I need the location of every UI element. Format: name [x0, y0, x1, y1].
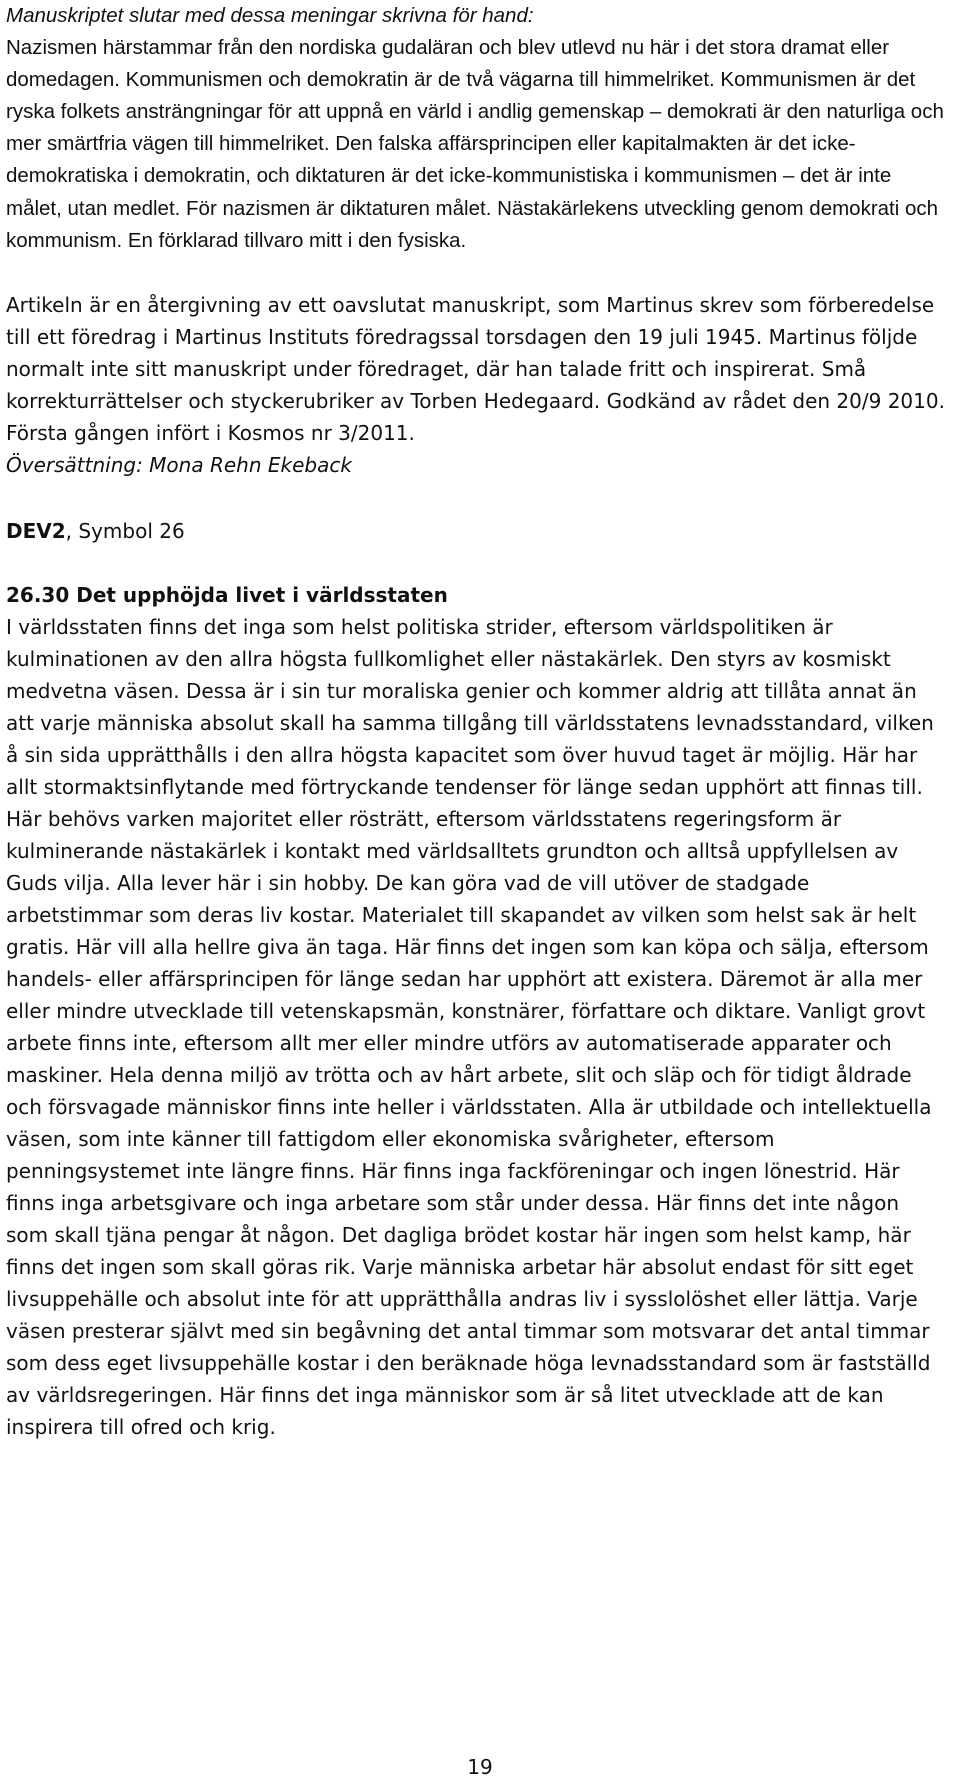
symbol-reference: [6, 515, 946, 547]
manuscript-text: Nazismen härstammar från den nordiska gudaläran och blev utlevd nu här i det stora dramat eller domedagen. Kommunismen och demokratin är de två vägarna till himmelriket. Kommunismen är det ryska folkets ansträngningar för att uppnå en värld i andlig gemenskap – demokrati är den naturliga och mer smärtfria vägen till himmelriket. Den falska affärsprincipen eller kapitalmakten är det icke-demokratiska i demokratin, och diktaturen är det icke-kommunistiska i kommunismen – det är inte målet, utan medlet. För nazismen är diktaturen målet. Nästakärlekens utveckling genom demokrati och kommunism. En förklarad tillvaro mitt i den fysiska.: [6, 36, 944, 252]
section-number: 26.30: [6, 582, 70, 607]
document-page: [6, 0, 946, 1443]
article-section: [6, 289, 946, 1443]
manuscript-intro: Manuskriptet slutar med dessa meningar skrivna för hand:: [6, 4, 534, 27]
section-body: I världsstaten finns det inga som helst politiska strider, eftersom världspolitiken är kulminationen av den allra högsta fullkomlighet eller nästakärlek. Den styrs av kosmiskt medvetna väsen. Dessa är i sin tur moraliska genier och kommer aldrig att tillåta annat än att varje människa absolut skall ha samma tillgång till världsstatens levnadsstandard, vilken å sin sida upprätthålls i den allra högsta kapacitet som över huvud taget är möjlig. Här har allt stormaktsinflytande med förtryckande tendenser för länge sedan upphört att finnas till. Här behövs varken majoritet eller rösträtt, eftersom världsstatens regeringsform är kulminerande nästakärlek i kontakt med världsalltets grundton och alltså uppfyllelsen av Guds vilja. Alla lever här i sin hobby. De kan göra vad de vill utöver de stadgade arbetstimmar som deras liv kostar. Materialet till skapandet av vilken som helst sak är helt gratis. Här vill alla hellre giva än taga. Här finns det ingen som kan köpa och sälja, eftersom handels- eller affärsprincipen för länge sedan har upphört att existera. Däremot är alla mer eller mindre utvecklade till vetenskapsmän, konstnärer, författare och diktare. Vanligt grovt arbete finns inte, eftersom allt mer eller mindre utförs av automatiserade apparater och maskiner. Hela denna miljö av trötta och av hårt arbete, slit och släp och för tidigt åldrade och försvagade människor finns inte heller i världsstaten. Alla är utbildade och intellektuella väsen, som inte känner till fattigdom eller ekonomiska svårigheter, eftersom penningsystemet inte längre finns. Här finns inga fackföreningar och ingen lönestrid. Här finns inga arbetsgivare och inga arbetare som står under dessa. Här finns det inte någon som skall tjäna pengar åt någon. Det dagliga brödet kostar här ingen som helst kamp, här finns det ingen som skall göras rik. Varje människa arbetar här absolut endast för sitt eget livsuppehälle och absolut inte för att upprätthålla andras liv i sysslolöshet eller lättja. Varje väsen presterar självt med sin begåvning det antal timmar som motsvarar det antal timmar som dess eget livsuppehälle kostar i den beräknade höga levnadsstandard som är fastställd av världsregeringen. Här finns det inga människor som är så litet utvecklade att de kan inspirera till ofred och krig.: [6, 614, 934, 1439]
symbol-reference-code: DEV2: [6, 518, 66, 543]
article-note: Artikeln är en återgivning av ett oavslutat manuskript, som Martinus skrev som förberedelse till ett föredrag i Martinus Instituts föredragssal torsdagen den 19 juli 1945. Martinus följde normalt inte sitt manuskript under föredraget, där han talade fritt och inspirerat. Små korrekturrättelser och styckerubriker av Torben Hedegaard. Godkänd av rådet den 20/9 2010. Första gången infört i Kosmos nr 3/2011.: [6, 292, 945, 445]
symbol-reference-rest: , Symbol 26: [65, 518, 185, 543]
translation-credit: Översättning: Mona Rehn Ekeback: [6, 452, 352, 477]
page-number: 19: [467, 1755, 493, 1779]
section-title: Det upphöjda livet i världsstaten: [76, 582, 448, 607]
section-heading: [6, 579, 946, 611]
manuscript-section: [6, 0, 946, 257]
